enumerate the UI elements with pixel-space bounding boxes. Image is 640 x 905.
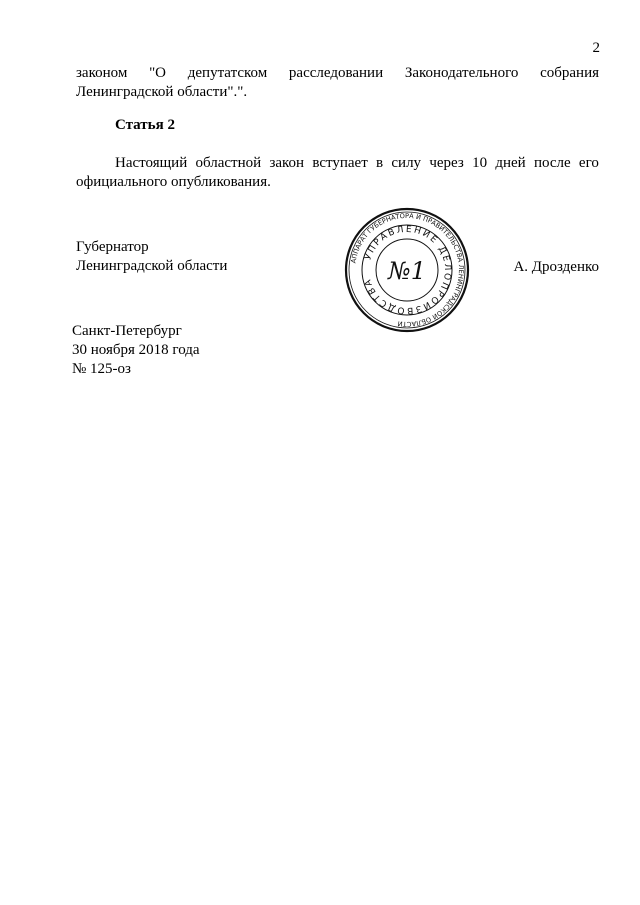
word: вступает [312,155,368,171]
continued-paragraph-line-2: Ленинградской области".". [76,84,248,100]
document-number: № 125-оз [72,361,131,377]
article-paragraph [76,154,599,192]
seal-outer-text: АППАРАТ ГУБЕРНАТОРА И ПРАВИТЕЛЬСТВА ЛЕНИНГРАДСКОЙ ОБЛАСТИ [349,211,466,329]
word: областной [195,155,262,171]
signer-position-line-2: Ленинградской области [76,258,228,274]
word: депутатском [187,65,268,81]
city: Санкт-Петербург [72,323,182,339]
word: законом [76,65,128,81]
signer-position [76,238,227,276]
word: дней [495,155,526,171]
article-paragraph-line-1 [76,154,599,173]
signer-name: А. Дрозденко [513,259,599,275]
seal-number: №1 [388,257,426,285]
word: "О [149,65,167,81]
article-heading: Статья 2 [115,117,175,133]
word: в [376,155,384,171]
date: 30 ноября 2018 года [72,342,200,358]
seal-inner-text: УПРАВЛЕНИЕ ДЕЛОПРОИЗВОДСТВА [362,224,453,316]
word: силу [391,155,422,171]
word: после [533,155,571,171]
signer-position-line-1: Губернатор [76,239,149,255]
article-paragraph-line-2: официального опубликования. [76,174,271,190]
place-date-block [72,322,200,379]
word: собрания [540,65,599,81]
word: расследовании [288,65,384,81]
official-seal [343,206,471,334]
word: Настоящий [115,155,188,171]
word: через [429,155,464,171]
word: Законодательного [404,65,519,81]
page-number: 2 [592,40,600,56]
word: 10 [472,155,488,171]
continued-paragraph-line-1 [76,64,599,83]
word: его [578,155,599,171]
continued-paragraph [76,64,599,102]
word: закон [269,155,305,171]
